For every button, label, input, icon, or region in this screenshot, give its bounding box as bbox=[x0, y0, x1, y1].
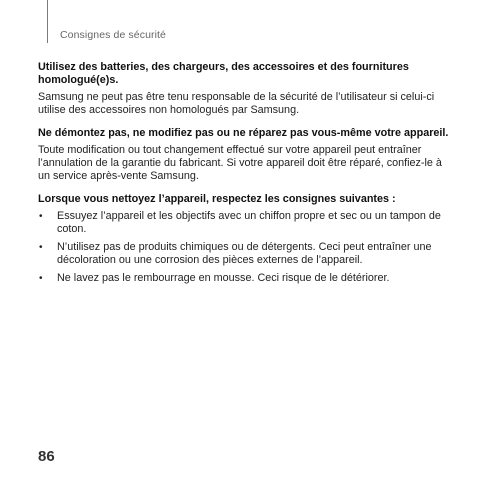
section-paragraph: Samsung ne peut pas être tenu responsable de la sécurité de l’utilisateur si celui-ci utilise des accessoires non homologués par Samsung. bbox=[38, 91, 435, 116]
list-item-text: Ne lavez pas le rembourrage en mousse. Ceci risque de le détériorer. bbox=[57, 272, 390, 284]
page-number: 86 bbox=[38, 448, 55, 465]
list-item bbox=[38, 210, 450, 236]
list-item-text: Essuyez l’appareil et les objectifs avec un chiffon propre et sec ou un tampon de coton. bbox=[57, 210, 441, 235]
page-content bbox=[38, 61, 450, 295]
cleaning-bullet-list bbox=[38, 210, 450, 285]
header-divider bbox=[47, 0, 48, 43]
list-item-text: N’utilisez pas de produits chimiques ou de détergents. Ceci peut entraîner une décoloration ou une corrosion des pièces externes de l’appareil. bbox=[57, 241, 432, 266]
section-do-not-disassemble bbox=[38, 127, 450, 183]
running-header: Consignes de sécurité bbox=[60, 29, 166, 41]
bullet-icon: • bbox=[39, 242, 43, 253]
list-item bbox=[38, 241, 450, 267]
section-approved-accessories bbox=[38, 61, 450, 117]
bullet-icon: • bbox=[39, 273, 43, 284]
section-heading: Ne démontez pas, ne modifiez pas ou ne réparez pas vous-même votre appareil. bbox=[38, 127, 449, 139]
bullet-icon: • bbox=[39, 211, 43, 222]
list-item bbox=[38, 272, 450, 285]
section-paragraph: Toute modification ou tout changement effectué sur votre appareil peut entraîner l’annulation de la garantie du fabricant. Si votre appareil doit être réparé, confiez-le à un service après-vente Samsung. bbox=[38, 144, 442, 182]
section-heading: Utilisez des batteries, des chargeurs, des accessoires et des fournitures homologué(e)s. bbox=[38, 61, 409, 86]
section-cleaning bbox=[38, 193, 450, 285]
section-heading: Lorsque vous nettoyez l’appareil, respectez les consignes suivantes : bbox=[38, 193, 396, 205]
